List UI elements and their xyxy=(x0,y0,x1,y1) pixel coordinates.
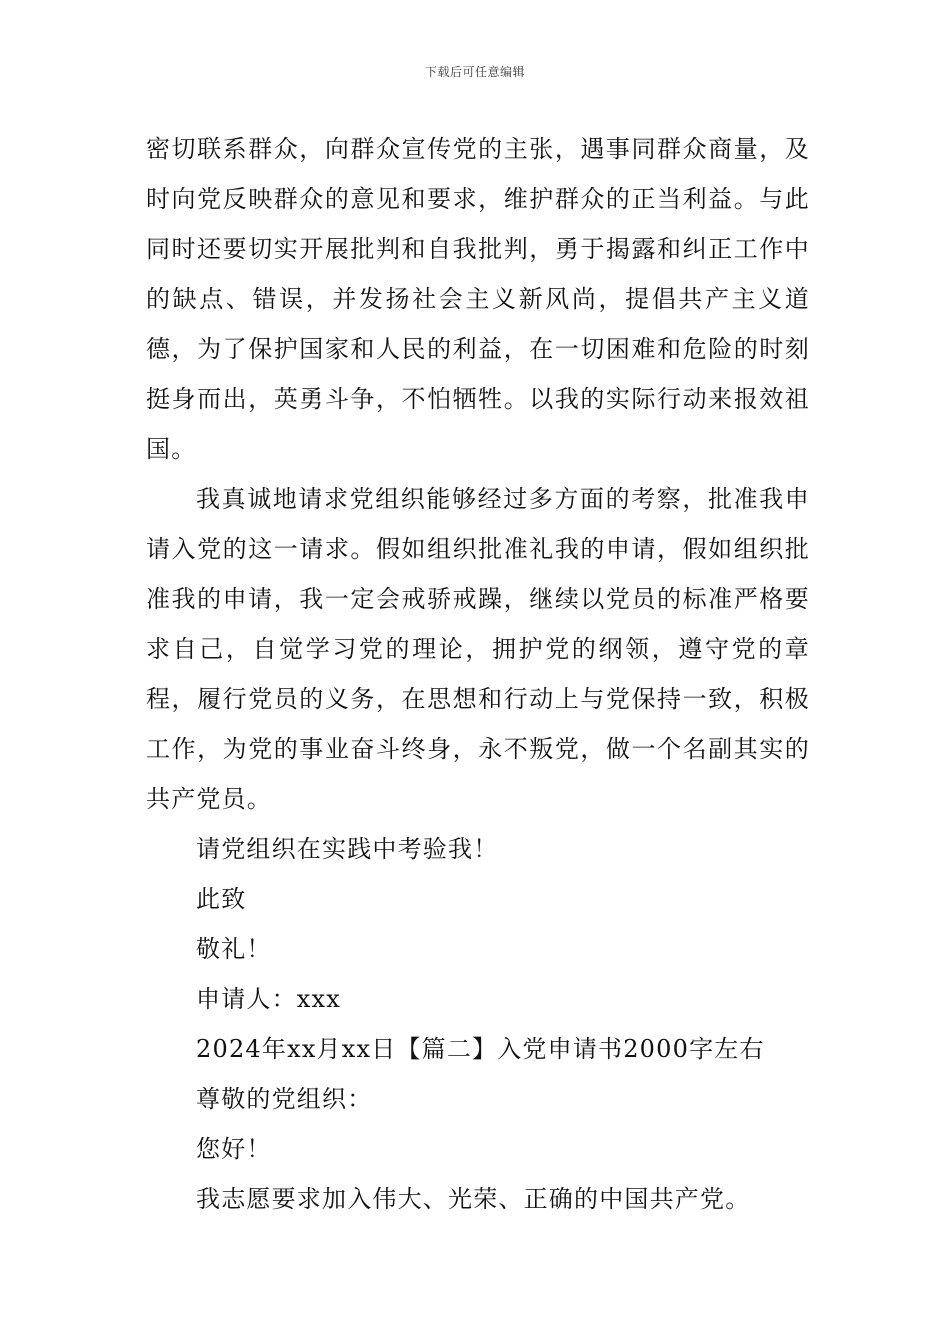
paragraph-continuation: 密切联系群众，向群众宣传党的主张，遇事同群众商量，及时向党反映群众的意见和要求，维护群众的正当利益。与此同时还要切实开展批判和自我批判，勇于揭露和纠正工作中的缺点、错误，并发扬社会主义新风尚，提倡共产主义道德，为了保护国家和人民的利益，在一切困难和危险的时刻挺身而出，英勇斗争，不怕牺牲。以我的实际行动来报效祖国。 xyxy=(146,135,810,463)
document-body xyxy=(146,124,810,1224)
date-and-next-title-line: 2024年xx月xx日【篇二】入党申请书2000字左右 xyxy=(196,1035,765,1063)
closing-line-cizhi: 此致 xyxy=(196,885,247,913)
opening-sentence-line: 我志愿要求加入伟大、光荣、正确的中国共产党。 xyxy=(196,1185,751,1213)
closing-line-exam: 请党组织在实践中考验我！ xyxy=(196,835,499,863)
closing-line-jingli: 敬礼！ xyxy=(196,935,272,963)
applicant-line: 申请人：xxx xyxy=(196,985,342,1013)
page-header: 下载后可任意编辑 xyxy=(424,65,525,79)
salutation-line: 尊敬的党组织： xyxy=(196,1085,373,1113)
greeting-line: 您好！ xyxy=(196,1135,272,1163)
paragraph-request: 我真诚地请求党组织能够经过多方面的考察，批准我申请入党的这一请求。假如组织批准礼我的申请，假如组织批准我的申请，我一定会戒骄戒躁，继续以党员的标准严格要求自己，自觉学习党的理论，拥护党的纲领，遵守党的章程，履行党员的义务，在思想和行动上与党保持一致，积极工作，为党的事业奋斗终身，永不叛党，做一个名副其实的共产党员。 xyxy=(146,485,810,813)
